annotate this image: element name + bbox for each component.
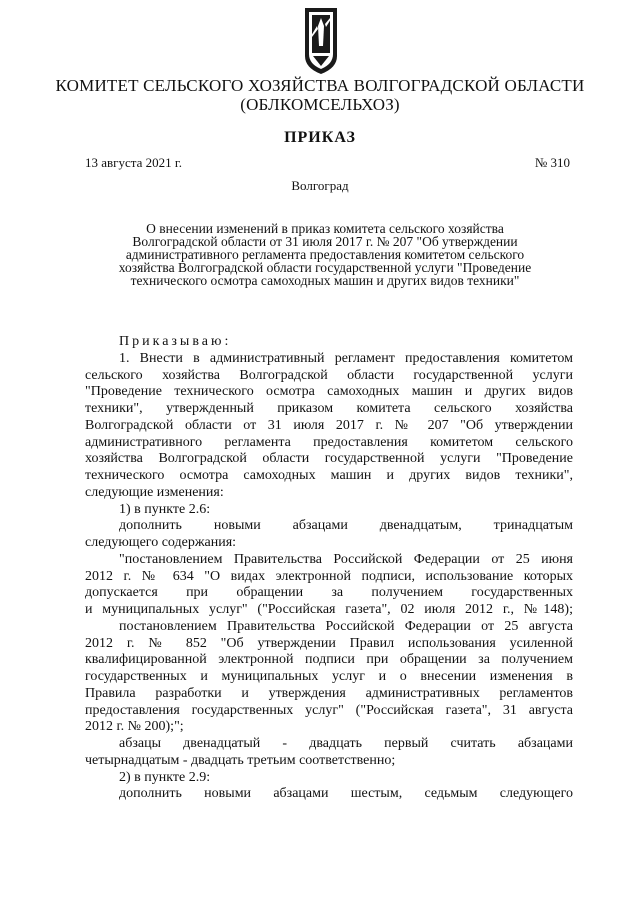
body-line: Волгоградской области от 31 июля 2017 г. № 207 "Об утверждении	[85, 417, 573, 433]
document-city: Волгоград	[291, 178, 349, 193]
body-line: технического осмотра самоходных машин и других видов техники",	[85, 468, 573, 483]
body-line: 2) в пункте 2.9:	[119, 769, 211, 785]
order-preamble: Приказываю:	[119, 334, 232, 349]
body-line: Правила разработки и утверждения административных регламентов	[85, 685, 573, 701]
subject-line: Волгоградской области от 31 июля 2017 г. № 207 "Об утверждении	[132, 234, 518, 249]
document-number: № 310	[534, 155, 570, 170]
body-line: 2012 г. № 200);";	[85, 719, 184, 735]
body-line: 2012 г. № 852 "Об утверждении Правил использования усиленной	[85, 635, 573, 651]
body-line: 2012 г. № 634 "О видах электронной подписи, использование которых	[85, 568, 573, 584]
document-type: ПРИКАЗ	[284, 129, 356, 146]
subject-line: О внесении изменений в приказ комитета сельского хозяйства	[146, 221, 504, 236]
body-line: 1. Внести в административный регламент предоставления комитетом	[119, 350, 573, 366]
body-line: абзацы двенадцатый - двадцать первый считать абзацами	[119, 736, 573, 751]
body-line: следующего содержания:	[85, 535, 237, 550]
body-line: государственных и муниципальных услуг и о внесении изменения в	[85, 669, 573, 684]
order-body	[85, 334, 573, 803]
body-line: "постановлением Правительства Российской Федерации от 25 июня	[119, 551, 573, 567]
order-subject	[95, 222, 555, 287]
subject-line: технического осмотра самоходных машин и других видов техники"	[130, 273, 520, 288]
organization-abbreviation: (ОБЛКОМСЕЛЬХОЗ)	[240, 95, 400, 114]
organization-name: КОМИТЕТ СЕЛЬСКОГО ХОЗЯЙСТВА ВОЛГОГРАДСКОЙ ОБЛАСТИ	[55, 76, 585, 95]
body-line: административного регламента предоставления комитетом сельского	[85, 434, 573, 450]
subject-line: хозяйства Волгоградской области государственной услуги "Проведение	[118, 260, 532, 275]
body-line: дополнить новыми абзацами шестым, седьмым следующего	[119, 786, 573, 802]
body-line: квалифицированной электронной подписи при обращении за получением	[85, 652, 573, 668]
body-line: следующие изменения:	[85, 484, 224, 500]
coat-of-arms-icon	[303, 6, 339, 76]
body-line: "Проведение технического осмотра самоходных машин и других видов	[85, 384, 573, 400]
body-line: предоставления государственных услуг" ("Российская газета", 31 августа	[85, 702, 573, 718]
body-line: четырнадцатым - двадцать третьим соответственно;	[85, 752, 396, 768]
body-line: 1) в пункте 2.6:	[119, 501, 211, 517]
document-date: 13 августа 2021 г.	[85, 155, 182, 170]
body-line: допускается при обращении за получением государственных	[85, 585, 573, 601]
subject-line: административного регламента предоставления комитетом сельского	[125, 247, 525, 262]
body-line: техники", утвержденный приказом комитета сельского хозяйства	[85, 401, 573, 416]
body-line: постановлением Правительства Российской Федерации от 25 августа	[119, 618, 573, 634]
body-line: сельского хозяйства Волгоградской области государственной услуги	[85, 367, 573, 383]
body-line: дополнить новыми абзацами двенадцатым, тринадцатым	[119, 518, 573, 534]
body-line: хозяйства Волгоградской области государственной услуги "Проведение	[85, 451, 573, 467]
body-line: и муниципальных услуг" ("Российская газета", 02 июля 2012 г., №148);	[85, 602, 573, 617]
